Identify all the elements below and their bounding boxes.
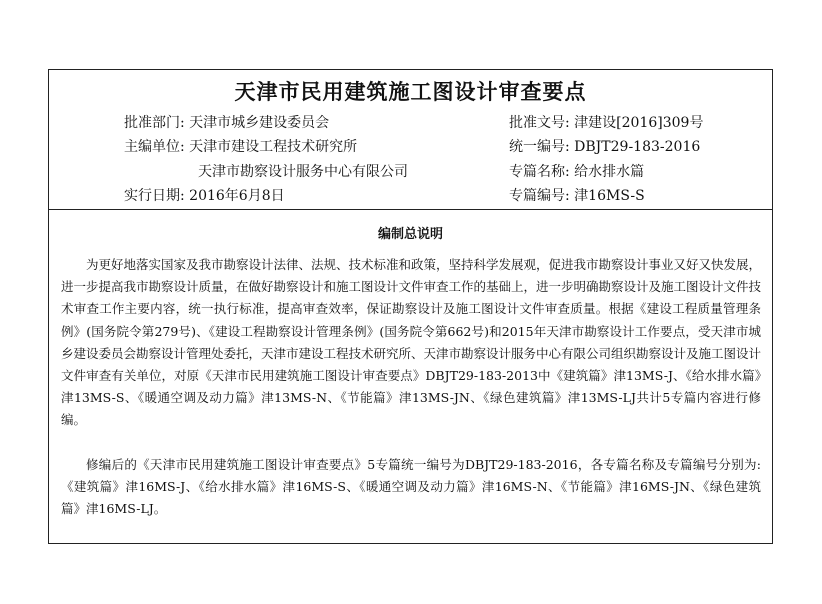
paragraph-2: 修编后的《天津市民用建筑施工图设计审查要点》5专篇统一编号为DBJT29-183-2016，各专篇名称及专篇编号分别为:《建筑篇》津16MS-J、《给水排水篇》津16MS-S、《暖通空调及动力篇》津16MS-N、《节能篇》津16MS-JN、《绿色建筑篇》津16MS-LJ。 [61,457,761,517]
approval-dept-label: 批准部门: [124,115,185,131]
approval-doc-label: 批准文号: [509,115,570,131]
special-name-value: 给水排水篇 [574,164,645,180]
unified-number [509,136,700,156]
paragraph-1: 为更好地落实国家及我市勘察设计法律、法规、技术标准和政策，坚持科学发展观，促进我市勘察设计事业又好又快发展，进一步提高我市勘察设计质量，在做好勘察设计和施工图设计文件审查工作的基础上，进一步明确勘察设计及施工图设计文件技术审查工作主要内容，统一执行标准，提高审查效率，保证勘察设计及施工图设计文件审查质量。根据《建设工程质量管理条例》(国务院令第279号)、《建设工程勘察设计管理条例》(国务院令第662号)和2015年天津市勘察设计工作要点，受天津市城乡建设委员会勘察设计管理处委托，天津市建设工程技术研究所、天津市勘察设计服务中心有限公司组织勘察设计及施工图设计文件审查有关单位，对原《天津市民用建筑施工图设计审查要点》DBJT29-183-2013中《建筑篇》津13MS-J、《给水排水篇》津13MS-S、《暖通空调及动力篇》津13MS-N、《节能篇》津13MS-JN、《绿色建筑篇》津13MS-LJ共计5专篇内容进行修编。 [61,257,762,428]
editor-unit [124,136,357,156]
approval-dept-value: 天津市城乡建设委员会 [189,115,330,131]
approval-doc-value: 津建设[2016]309号 [574,115,704,131]
special-no-label: 专篇编号: [509,188,570,204]
effective-date-label: 实行日期: [124,188,185,204]
editor-value-2: 天津市勘察设计服务中心有限公司 [198,164,408,180]
special-name [509,161,644,181]
document-frame [48,69,773,544]
approval-dept [124,112,329,132]
special-no-value: 津16MS-S [574,188,645,204]
special-name-label: 专篇名称: [509,164,570,180]
editor-value-1: 天津市建设工程技术研究所 [189,139,358,155]
effective-date-value: 2016年6月8日 [189,188,285,204]
effective-date [124,185,285,205]
special-number [509,185,645,205]
document-title: 天津市民用建筑施工图设计审查要点 [234,80,587,104]
editor-label: 主编单位: [124,139,185,155]
document-header [49,70,772,210]
section-title: 编制总说明 [377,227,443,242]
approval-doc [509,112,703,132]
unified-no-value: DBJT29-183-2016 [574,139,701,155]
unified-no-label: 统一编号: [509,139,570,155]
editor-unit-2 [198,161,408,181]
